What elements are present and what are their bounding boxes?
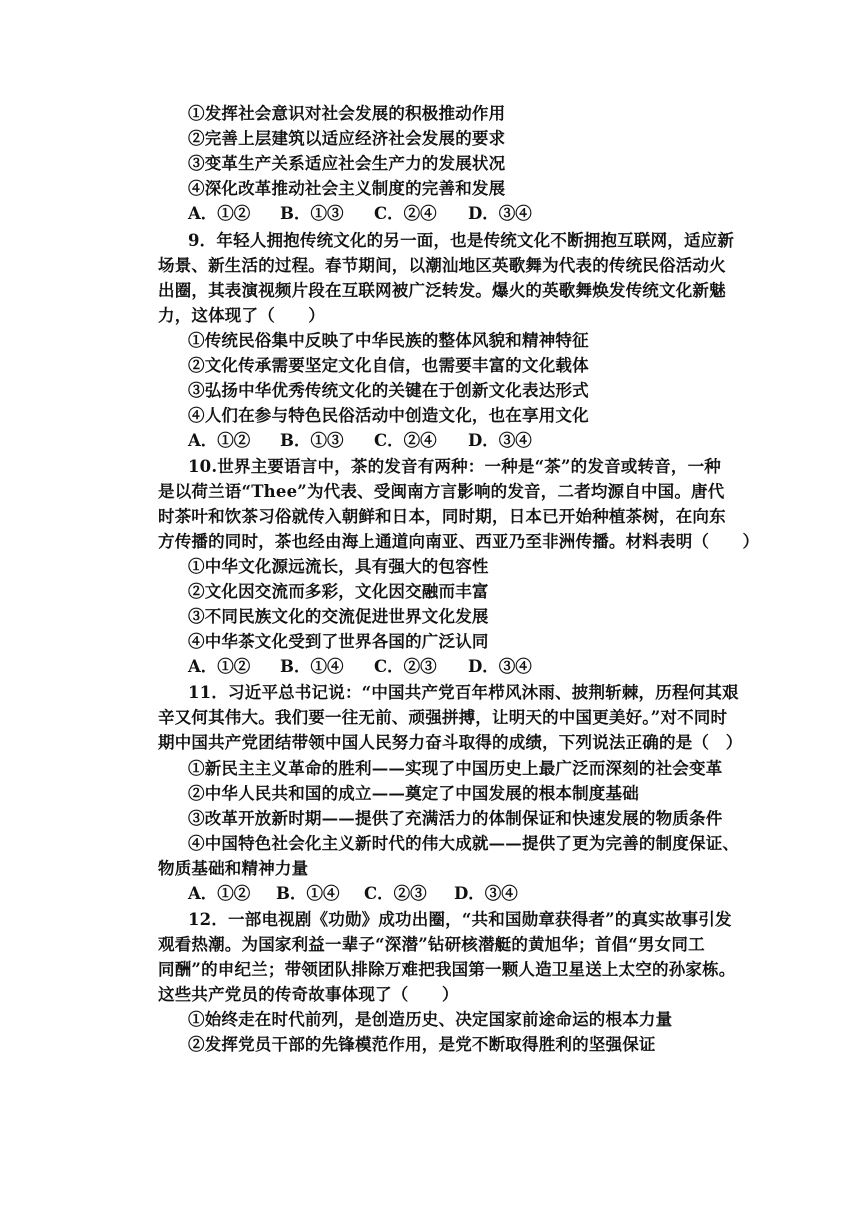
q12-option-1: ①始终走在时代前列，是创造历史、决定国家前途命运的根本力量 [188,1010,673,1029]
q11-answer-choices [188,882,518,906]
q10-option-3: ③不同民族文化的交流促进世界文化发展 [188,607,489,626]
q11-option-3: ③改革开放新时期——提供了充满活力的体制保证和快速发展的物质条件 [188,809,723,828]
q11-stem-line-2: 辛又何其伟大。我们要一往无前、顽强拼搏，让明天的中国更美好。”对不同时 [158,708,728,727]
q10-stem-line-3: 时茶叶和饮茶习俗就传入朝鲜和日本，同时期，日本已开始种植茶树，在向东 [158,507,726,526]
q12-stem-line-1: 12．一部电视剧《功勋》成功出圈，“共和国勋章获得者”的真实故事引发 [188,910,732,929]
q12-stem-line-4: 这些共产党员的传奇故事体现了（ ） [158,985,459,1004]
q8-option-1: ①发挥社会意识对社会发展的积极推动作用 [188,104,506,123]
q9-answer-choices [188,429,532,453]
q10-option-4: ④中华茶文化受到了世界各国的广泛认同 [188,632,489,651]
q10-option-1: ①中华文化源远流长，具有强大的包容性 [188,557,489,576]
q11-choice-a: A．①② [188,884,251,903]
q11-option-4-continued: 物质基础和精神力量 [158,859,309,878]
q11-option-4: ④中国特色社会化主义新时代的伟大成就——提供了更为完善的制度保证、 [188,834,740,853]
q11-choice-c: C．②③ [364,884,427,903]
q10-choice-a: A．①② [188,657,251,676]
q10-choice-d: D．③④ [468,657,532,676]
q9-option-3: ③弘扬中华优秀传统文化的关键在于创新文化表达形式 [188,381,589,400]
q11-option-2: ②中华人民共和国的成立——奠定了中国发展的根本制度基础 [188,784,639,803]
q9-stem-line-2: 场景、新生活的过程。春节期间，以潮汕地区英歌舞为代表的传统民俗活动火 [158,256,726,275]
q12-stem-line-3: 同酬”的申纪兰；带领团队排除万难把我国第一颗人造卫星送上太空的孙家栋。 [158,960,736,979]
q8-choice-c: C．②④ [374,204,437,223]
q12-stem-line-2: 观看热潮。为国家利益一辈子“深潜”钻研核潜艇的黄旭华；首倡“男女同工 [158,935,705,954]
q9-stem-line-4: 力，这体现了（ ） [158,306,325,325]
q9-stem-line-1: 9．年轻人拥抱传统文化的另一面，也是传统文化不断拥抱互联网，适应新 [188,231,735,250]
q10-choice-c: C．②③ [374,657,437,676]
q9-option-1: ①传统民俗集中反映了中华民族的整体风貌和精神特征 [188,331,589,350]
q8-option-3: ③变革生产关系适应社会生产力的发展状况 [188,154,506,173]
q11-stem-line-3: 期中国共产党团结带领中国人民努力奋斗取得的成绩，下列说法正确的是（ ） [158,733,743,752]
q8-choice-b: B．①③ [280,204,344,223]
q10-stem-line-4: 方传播的同时，茶也经由海上通道向南亚、西亚乃至非洲传播。材料表明（ ） [158,532,760,551]
q10-stem-line-1: 10.世界主要语言中，茶的发音有两种：一种是“茶”的发音或转音，一种 [188,457,721,476]
q8-option-2: ②完善上层建筑以适应经济社会发展的要求 [188,129,506,148]
q8-option-4: ④深化改革推动社会主义制度的完善和发展 [188,179,506,198]
q9-stem-line-3: 出圈，其表演视频片段在互联网被广泛转发。爆火的英歌舞焕发传统文化新魅 [158,281,726,300]
q9-option-2: ②文化传承需要坚定文化自信，也需要丰富的文化载体 [188,356,589,375]
q10-stem-line-2: 是以荷兰语“Thee”为代表、受闽南方言影响的发音，二者均源自中国。唐代 [158,482,725,501]
q9-choice-c: C．②④ [374,431,437,450]
q9-option-4: ④人们在参与特色民俗活动中创造文化，也在享用文化 [188,406,589,425]
q10-option-2: ②文化因交流而多彩，文化因交融而丰富 [188,582,489,601]
q8-choice-a: A．①② [188,204,251,223]
q9-choice-a: A．①② [188,431,251,450]
q9-choice-b: B．①③ [280,431,344,450]
q11-option-1: ①新民主主义革命的胜利——实现了中国历史上最广泛而深刻的社会变革 [188,759,723,778]
q11-choice-b: B．①④ [276,884,340,903]
q11-choice-d: D．③④ [454,884,518,903]
q8-answer-choices [188,202,532,226]
q9-choice-d: D．③④ [468,431,532,450]
q10-answer-choices [188,655,532,679]
q12-option-2: ②发挥党员干部的先锋模范作用，是党不断取得胜利的坚强保证 [188,1035,656,1054]
q10-choice-b: B．①④ [280,657,344,676]
q8-choice-d: D．③④ [468,204,532,223]
q11-stem-line-1: 11．习近平总书记说：“中国共产党百年栉风沐雨、披荆斩棘，历程何其艰 [188,683,739,702]
